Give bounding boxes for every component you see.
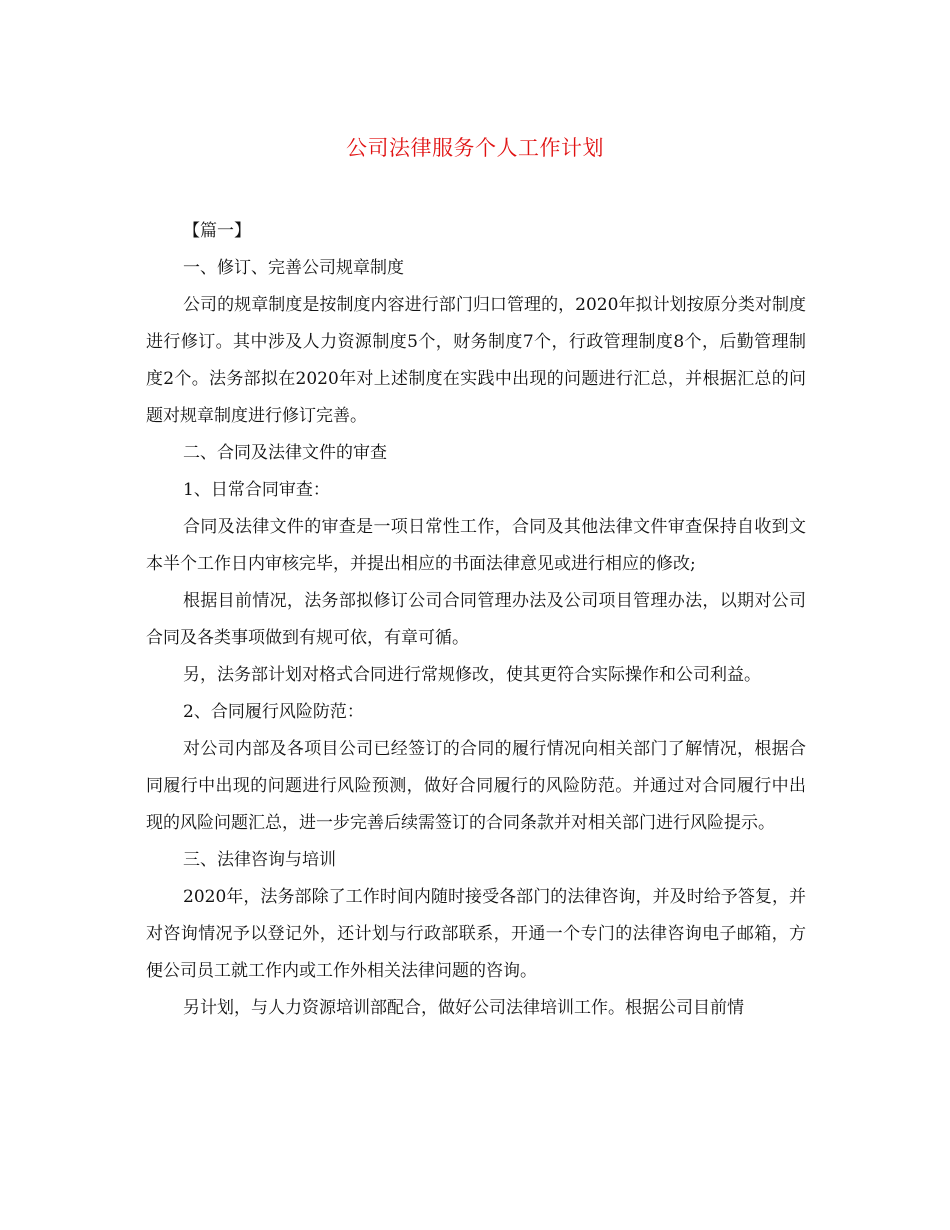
heading-section-3: 三、法律咨询与培训 [183, 850, 336, 870]
document-title: 公司法律服务个人工作计划 [346, 136, 604, 160]
paragraph: 另计划，与人力资源培训部配合，做好公司法律培训工作。根据公司目前情 [183, 998, 744, 1018]
paragraph: 公司的规章制度是按制度内容进行部门归口管理的，2020年拟计划按原分类对制度进行修订。其中涉及人力资源制度5个，财务制度7个，行政管理制度8个，后勤管理制度2个。法务部拟在2020年对上述制度在实践中出现的问题进行汇总，并根据汇总的问题对规章制度进行修订完善。 [146, 295, 806, 426]
paragraph: 对公司内部及各项目公司已经签订的合同的履行情况向相关部门了解情况，根据合同履行中出现的问题进行风险预测，做好合同履行的风险防范。并通过对合同履行中出现的风险问题汇总，进一步完善后续需签订的合同条款并对相关部门进行风险提示。 [146, 739, 806, 833]
paragraph: 根据目前情况，法务部拟修订公司合同管理办法及公司项目管理办法，以期对公司合同及各类事项做到有规可依，有章可循。 [146, 591, 806, 648]
paragraph: 合同及法律文件的审查是一项日常性工作，合同及其他法律文件审查保持自收到文本半个工作日内审核完毕，并提出相应的书面法律意见或进行相应的修改; [146, 517, 806, 574]
heading-section-2: 二、合同及法律文件的审查 [183, 443, 387, 463]
document-body [146, 213, 806, 1027]
paragraph: 另，法务部计划对格式合同进行常规修改，使其更符合实际操作和公司利益。 [183, 665, 761, 685]
heading-section-1: 一、修订、完善公司规章制度 [183, 258, 404, 278]
subheading-2-1: 1、日常合同审查： [183, 480, 330, 500]
subheading-2-2: 2、合同履行风险防范： [183, 702, 364, 722]
paragraph: 2020年，法务部除了工作时间内随时接受各部门的法律咨询，并及时给予答复，并对咨询情况予以登记外，还计划与行政部联系，开通一个专门的法律咨询电子邮箱，方便公司员工就工作内或工作外相关法律问题的咨询。 [146, 887, 806, 981]
paragraph-section-label: 【篇一】 [183, 221, 251, 241]
